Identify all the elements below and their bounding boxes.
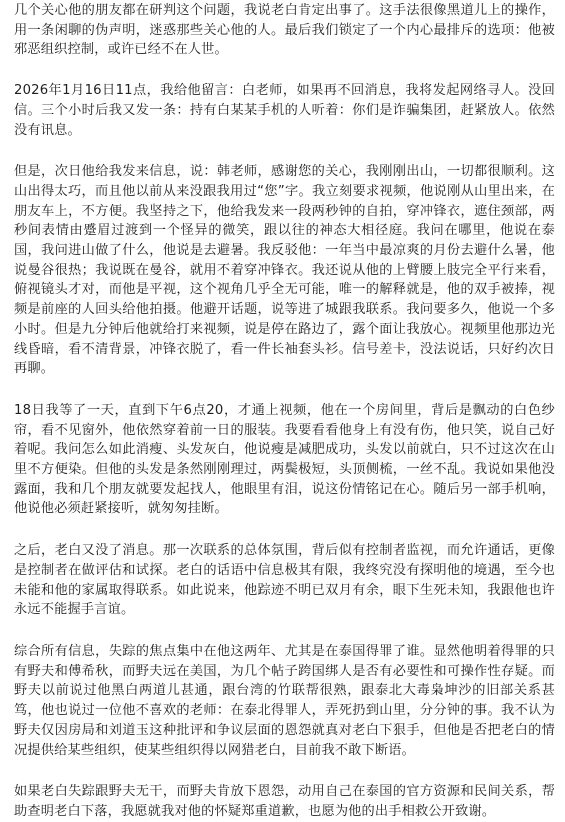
paragraph-2: 2026年1月16日11点，我给他留言：白老师，如果再不回消息，我将发起网络寻人。没回信。三个小时后我又发一条：持有白某某手机的人听着：你们是诈骗集团，赶紧放人。依然没有讯息。: [14, 83, 555, 138]
paragraph-6: 综合所有信息，失踪的焦点集中在他这两年、尤其是在泰国得罪了谁。显然他明着得罪的只有野夫和傅希秋，而野夫远在美国，为几个帖子跨国绑人是否有必要性和可操作性存疑。而野夫以前说过他黑白两道儿甚通，跟台湾的竹联帮很熟，跟泰北大毒枭坤沙的旧部关系甚笃，他也说过一位他不喜欢的老师：在泰北得罪人，弄死扔到山里，分分钟的事。我不认为野夫仅因房局和刘道玉这种批评和争议层面的恩怨就真对老白下狠手，但他是否把老白的情况提供给某些组织，使某些组织得以网猎老白，目前我不敢下断语。: [14, 643, 555, 758]
paragraph-4: 18日我等了一天，直到下午6点20，才通上视频，他在一个房间里，背后是飘动的白色纱帘，看不见窗外，他依然穿着前一日的服装。我要看看他身上有没有伤，他只笑，说自己好着呢。我问怎么如此消瘦、头发灰白，他说瘦是减肥成功，头发以前就白，只不过这次在山里不方便染。但他的头发是条然刚刚理过，两鬓极短，头顶侧梳，一丝不乱。我说如果他没露面，我和几个朋友就要发起找人，他眼里有泪，说这份情铭记在心。随后另一部手机响，他说他必须赶紧接听，就匆匆挂断。: [14, 402, 555, 517]
paragraph-5: 之后，老白又没了消息。那一次联系的总体氛围，背后似有控制者监视，而允许通话，更像是控制者在做评估和试探。老白的话语中信息极其有限，我终究没有探明他的境遇，至今也未能和他的家属取得联系。如此说来，他踪迹不明已双月有余，眼下生死未知，我跟他也许永远不能握手言谊。: [14, 543, 555, 618]
paragraph-1: 几个关心他的朋友都在研判这个问题，我说老白肯定出事了。这手法很像黑道儿上的操作，用一条闲聊的伪声明，迷惑那些关心他的人。最后我们锁定了一个内心最排斥的选项：他被邪恶组织控制，或许已经不在人世。: [14, 3, 555, 58]
paragraph-3: 但是，次日他给我发来信息，说：韩老师，感谢您的关心，我刚刚出山，一切都很顺利。这山出得太巧，而且他以前从来没跟我用过“您”字。我立刻要求视频，他说刚从山里出来，在朋友车上，不方便。我坚持之下，他给我发来一段两秒钟的自拍，穿冲锋衣，遮住颈部，两秒间表情由蹙眉过渡到一个怪异的微笑，跟以往的神态大相径庭。我问在哪里，他说在泰国，我问进山做了什么，他说是去避暑。我反驳他：一年当中最凉爽的月份去避什么暑，他说曼谷很热；我说既在曼谷，就用不着穿冲锋衣。我还说从他的上臂腰上肢完全平行来看，俯视镜头才对，而他是平视，这个视角几乎全无可能，唯一的解释就是，他的双手被捧，视频是前座的人回头给他拍摄。他避开话题，说等进了城跟我联系。我问要多久，他说一个多小时。但是九分钟后他就给打来视频，说是停在路边了，露个面让我放心。视频里他那边光线昏暗，看不清背景，冲锋衣脱了，看一件长袖套头衫。信号差卡，没法说话，只好约次日再聊。: [14, 164, 555, 377]
paragraph-7: 如果老白失踪跟野夫无干，而野夫肯放下恩怨，动用自己在泰国的官方资源和民间关系，帮助查明老白下落，我愿就我对他的怀疑郑重道歉，也愿为他的出手相救公开致谢。: [14, 784, 555, 819]
